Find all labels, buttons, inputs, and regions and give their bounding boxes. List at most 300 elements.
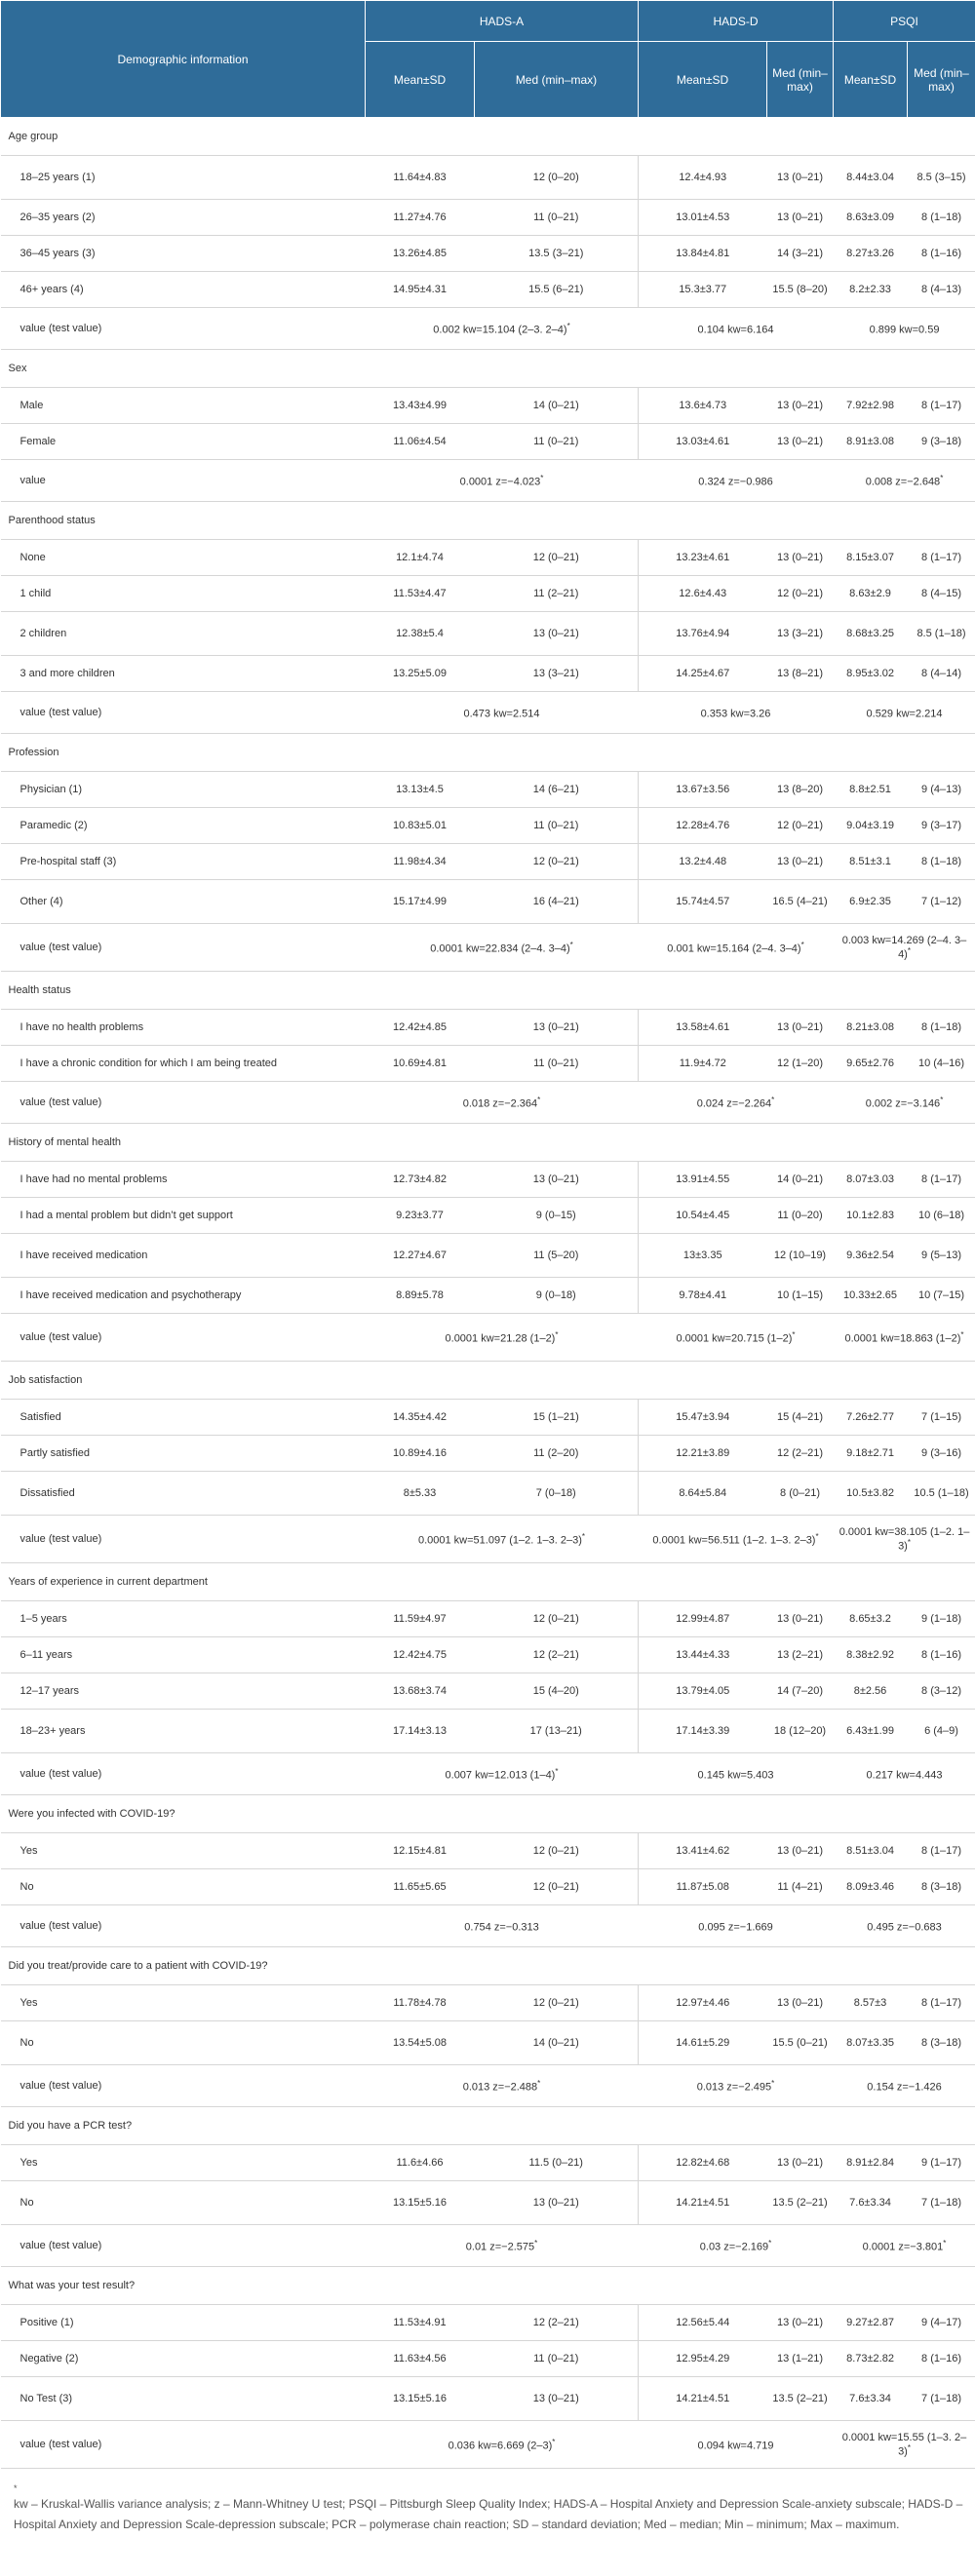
value-cell: 10.83±5.01 xyxy=(366,808,475,844)
p-value-cell xyxy=(639,460,834,502)
footnote-text: kw – Kruskal-Wallis variance analysis; z – Mann-Whitney U test; PSQI – Pittsburgh Sleep Quality Index; HADS-A – Hospital Anxiety and Depression Scale-anxiety subscale; HADS-D – Hospital Anxiety and Depression Scale-depression subscale; PCR – polymerase chain reaction; SD – standard deviation; Med – median; Min – minimum; Max – maximum. xyxy=(14,2497,963,2531)
significance-marker: * xyxy=(771,2078,775,2088)
subheader-cell: Med (min–max) xyxy=(475,42,639,118)
p-value-text: 0.018 z=−2.364 xyxy=(462,1097,538,1110)
value-cell: 7 (1–15) xyxy=(908,1400,975,1436)
row-label: Other (4) xyxy=(1,880,366,924)
subheader-cell: Med (min–max) xyxy=(908,42,975,118)
significance-marker: * xyxy=(540,473,544,482)
p-value-cell xyxy=(834,2421,975,2469)
significance-marker: * xyxy=(943,2238,947,2248)
p-value-label: value (test value) xyxy=(1,1082,366,1124)
row-label: 3 and more children xyxy=(1,656,366,692)
value-cell: 7 (1–12) xyxy=(908,880,975,924)
value-cell: 11 (0–21) xyxy=(475,424,639,460)
table-body xyxy=(1,118,975,2469)
section-header-row xyxy=(1,1563,975,1601)
value-cell: 11.53±4.91 xyxy=(366,2305,475,2341)
row-label: 18–25 years (1) xyxy=(1,156,366,200)
section-title: Health status xyxy=(1,972,975,1010)
section-header-row xyxy=(1,2267,975,2305)
value-cell: 13.84±4.81 xyxy=(639,236,767,272)
p-value-row xyxy=(1,692,975,734)
value-cell: 11.6±4.66 xyxy=(366,2145,475,2181)
p-value-cell xyxy=(834,1753,975,1795)
value-cell: 12 (0–21) xyxy=(475,1601,639,1637)
value-cell: 13.25±5.09 xyxy=(366,656,475,692)
value-cell: 13 (8–20) xyxy=(767,772,834,808)
value-cell: 12 (10–19) xyxy=(767,1234,834,1278)
row-label: 1–5 years xyxy=(1,1601,366,1637)
value-cell: 8.65±3.2 xyxy=(834,1601,908,1637)
table-row xyxy=(1,2021,975,2065)
p-value-cell xyxy=(366,460,639,502)
value-cell: 16 (4–21) xyxy=(475,880,639,924)
p-value-cell xyxy=(639,1753,834,1795)
value-cell: 11.5 (0–21) xyxy=(475,2145,639,2181)
value-cell: 8.5 (3–15) xyxy=(908,156,975,200)
value-cell: 8.68±3.25 xyxy=(834,612,908,656)
p-value-row xyxy=(1,460,975,502)
value-cell: 8.64±5.84 xyxy=(639,1472,767,1516)
value-cell: 11 (0–20) xyxy=(767,1198,834,1234)
significance-marker: * xyxy=(940,473,944,482)
value-cell: 12 (2–21) xyxy=(475,2305,639,2341)
p-value-label: value (test value) xyxy=(1,2225,366,2267)
table-row xyxy=(1,1710,975,1753)
p-value-text: 0.002 kw=15.104 (2–3. 2–4) xyxy=(433,324,567,336)
value-cell: 8.63±3.09 xyxy=(834,200,908,236)
value-cell: 12.21±3.89 xyxy=(639,1436,767,1472)
table-row xyxy=(1,1234,975,1278)
value-cell: 8 (4–13) xyxy=(908,272,975,308)
value-cell: 8.73±2.82 xyxy=(834,2341,908,2377)
value-cell: 15.47±3.94 xyxy=(639,1400,767,1436)
significance-marker: * xyxy=(555,1766,559,1776)
demographic-header: Demographic information xyxy=(1,1,366,118)
p-value-cell xyxy=(366,1314,639,1362)
value-cell: 8.51±3.04 xyxy=(834,1833,908,1869)
p-value-cell xyxy=(639,2225,834,2267)
row-label: I have no health problems xyxy=(1,1010,366,1046)
value-cell: 13.5 (2–21) xyxy=(767,2377,834,2421)
value-cell: 13 (0–21) xyxy=(475,2377,639,2421)
section-header-row xyxy=(1,1124,975,1162)
value-cell: 12.6±4.43 xyxy=(639,576,767,612)
value-cell: 7 (1–18) xyxy=(908,2181,975,2225)
value-cell: 12.82±4.68 xyxy=(639,2145,767,2181)
significance-marker: * xyxy=(771,1095,775,1104)
value-cell: 10.5±3.82 xyxy=(834,1472,908,1516)
significance-marker: * xyxy=(792,1329,796,1339)
section-header-row xyxy=(1,734,975,772)
value-cell: 10 (6–18) xyxy=(908,1198,975,1234)
p-value-row xyxy=(1,308,975,350)
row-label: No xyxy=(1,2021,366,2065)
row-label: Pre-hospital staff (3) xyxy=(1,844,366,880)
p-value-text: 0.0001 z=−4.023 xyxy=(459,476,541,488)
row-label: Female xyxy=(1,424,366,460)
p-value-text: 0.013 z=−2.495 xyxy=(696,2081,772,2094)
p-value-cell xyxy=(639,1082,834,1124)
p-value-text: 0.899 kw=0.59 xyxy=(869,324,940,336)
p-value-cell xyxy=(834,308,975,350)
p-value-text: 0.0001 kw=21.28 (1–2) xyxy=(445,1332,556,1345)
value-cell: 14.21±4.51 xyxy=(639,2181,767,2225)
section-title: Age group xyxy=(1,118,975,156)
p-value-cell xyxy=(366,308,639,350)
value-cell: 8 (1–17) xyxy=(908,388,975,424)
p-value-text: 0.353 kw=3.26 xyxy=(700,708,771,720)
value-cell: 13 (0–21) xyxy=(767,424,834,460)
value-cell: 9.18±2.71 xyxy=(834,1436,908,1472)
value-cell: 13.01±4.53 xyxy=(639,200,767,236)
value-cell: 13±3.35 xyxy=(639,1234,767,1278)
p-value-row xyxy=(1,2225,975,2267)
table-row xyxy=(1,1010,975,1046)
value-cell: 11 (0–21) xyxy=(475,1046,639,1082)
value-cell: 14.61±5.29 xyxy=(639,2021,767,2065)
section-title: Profession xyxy=(1,734,975,772)
p-value-cell xyxy=(834,1905,975,1947)
row-label: Yes xyxy=(1,1833,366,1869)
value-cell: 9.78±4.41 xyxy=(639,1278,767,1314)
section-title: Were you infected with COVID-19? xyxy=(1,1795,975,1833)
value-cell: 13.26±4.85 xyxy=(366,236,475,272)
value-cell: 13 (3–21) xyxy=(767,612,834,656)
p-value-row xyxy=(1,1905,975,1947)
value-cell: 8 (1–16) xyxy=(908,1637,975,1673)
value-cell: 13 (0–21) xyxy=(767,1985,834,2021)
value-cell: 16.5 (4–21) xyxy=(767,880,834,924)
value-cell: 11.78±4.78 xyxy=(366,1985,475,2021)
p-value-label: value (test value) xyxy=(1,1905,366,1947)
value-cell: 14.25±4.67 xyxy=(639,656,767,692)
value-cell: 12.42±4.75 xyxy=(366,1637,475,1673)
value-cell: 9 (3–18) xyxy=(908,424,975,460)
value-cell: 12 (0–20) xyxy=(475,156,639,200)
p-value-cell xyxy=(639,924,834,972)
p-value-text: 0.008 z=−2.648 xyxy=(865,476,941,488)
p-value-row xyxy=(1,1314,975,1362)
value-cell: 13.67±3.56 xyxy=(639,772,767,808)
row-label: I have a chronic condition for which I am being treated xyxy=(1,1046,366,1082)
section-title: Did you have a PCR test? xyxy=(1,2107,975,2145)
row-label: 46+ years (4) xyxy=(1,272,366,308)
significance-marker: * xyxy=(537,1095,541,1104)
value-cell: 13 (0–21) xyxy=(475,612,639,656)
row-label: Negative (2) xyxy=(1,2341,366,2377)
value-cell: 13 (0–21) xyxy=(767,200,834,236)
value-cell: 13 (2–21) xyxy=(767,1637,834,1673)
section-header-row xyxy=(1,2107,975,2145)
table-row xyxy=(1,1869,975,1905)
p-value-cell xyxy=(366,1516,639,1563)
value-cell: 14 (0–21) xyxy=(767,1162,834,1198)
value-cell: 12.99±4.87 xyxy=(639,1601,767,1637)
value-cell: 8.89±5.78 xyxy=(366,1278,475,1314)
value-cell: 9.65±2.76 xyxy=(834,1046,908,1082)
p-value-cell xyxy=(639,2065,834,2107)
table-row xyxy=(1,1833,975,1869)
table-row xyxy=(1,772,975,808)
value-cell: 17.14±3.39 xyxy=(639,1710,767,1753)
p-value-cell xyxy=(639,308,834,350)
p-value-row xyxy=(1,924,975,972)
value-cell: 8.27±3.26 xyxy=(834,236,908,272)
p-value-row xyxy=(1,1516,975,1563)
row-label: 12–17 years xyxy=(1,1673,366,1710)
value-cell: 12 (2–21) xyxy=(475,1637,639,1673)
table-row xyxy=(1,656,975,692)
p-value-cell xyxy=(639,1516,834,1563)
p-value-cell xyxy=(834,924,975,972)
table-row xyxy=(1,2305,975,2341)
value-cell: 13.15±5.16 xyxy=(366,2377,475,2421)
table-row xyxy=(1,156,975,200)
value-cell: 13.79±4.05 xyxy=(639,1673,767,1710)
significance-marker: * xyxy=(907,945,911,955)
p-value-text: 0.473 kw=2.514 xyxy=(463,708,540,720)
row-label: No Test (3) xyxy=(1,2377,366,2421)
significance-marker: * xyxy=(940,1095,944,1104)
p-value-row xyxy=(1,1753,975,1795)
p-value-cell xyxy=(639,692,834,734)
value-cell: 11 (2–20) xyxy=(475,1436,639,1472)
value-cell: 11.27±4.76 xyxy=(366,200,475,236)
psqi-header: PSQI xyxy=(834,1,975,42)
value-cell: 11.59±4.97 xyxy=(366,1601,475,1637)
value-cell: 6.43±1.99 xyxy=(834,1710,908,1753)
p-value-text: 0.0001 kw=38.105 (1–2. 1–3) xyxy=(838,1525,970,1553)
section-header-row xyxy=(1,502,975,540)
value-cell: 10 (7–15) xyxy=(908,1278,975,1314)
value-cell: 8 (1–18) xyxy=(908,200,975,236)
p-value-text: 0.001 kw=15.164 (2–4. 3–4) xyxy=(667,942,801,955)
value-cell: 8.07±3.35 xyxy=(834,2021,908,2065)
p-value-cell xyxy=(834,460,975,502)
value-cell: 13 (0–21) xyxy=(475,1010,639,1046)
section-title: Job satisfaction xyxy=(1,1362,975,1400)
p-value-cell xyxy=(366,924,639,972)
p-value-text: 0.094 kw=4.719 xyxy=(697,2440,774,2452)
value-cell: 7 (1–18) xyxy=(908,2377,975,2421)
section-title: Sex xyxy=(1,350,975,388)
table-row xyxy=(1,1162,975,1198)
value-cell: 13 (0–21) xyxy=(767,388,834,424)
significance-marker: * xyxy=(537,2078,541,2088)
table-row xyxy=(1,880,975,924)
p-value-cell xyxy=(834,692,975,734)
value-cell: 15.5 (6–21) xyxy=(475,272,639,308)
value-cell: 8.38±2.92 xyxy=(834,1637,908,1673)
value-cell: 11.63±4.56 xyxy=(366,2341,475,2377)
significance-marker: * xyxy=(566,321,570,330)
value-cell: 9 (0–18) xyxy=(475,1278,639,1314)
row-label: 26–35 years (2) xyxy=(1,200,366,236)
p-value-label: value (test value) xyxy=(1,2065,366,2107)
significance-marker: * xyxy=(768,2238,772,2248)
value-cell: 8 (1–17) xyxy=(908,1162,975,1198)
p-value-text: 0.754 z=−0.313 xyxy=(464,1921,539,1934)
value-cell: 10.69±4.81 xyxy=(366,1046,475,1082)
value-cell: 8 (1–17) xyxy=(908,540,975,576)
value-cell: 14.95±4.31 xyxy=(366,272,475,308)
value-cell: 8.15±3.07 xyxy=(834,540,908,576)
footnote-star: * xyxy=(14,2483,18,2493)
subheader-cell: Mean±SD xyxy=(366,42,475,118)
value-cell: 13 (0–21) xyxy=(475,1162,639,1198)
table-row xyxy=(1,1673,975,1710)
significance-marker: * xyxy=(555,1329,559,1339)
p-value-text: 0.013 z=−2.488 xyxy=(462,2081,538,2094)
value-cell: 8.57±3 xyxy=(834,1985,908,2021)
value-cell: 12.28±4.76 xyxy=(639,808,767,844)
table-row xyxy=(1,1436,975,1472)
value-cell: 10.5 (1–18) xyxy=(908,1472,975,1516)
value-cell: 9 (3–17) xyxy=(908,808,975,844)
p-value-text: 0.324 z=−0.986 xyxy=(698,476,773,488)
value-cell: 15.74±4.57 xyxy=(639,880,767,924)
p-value-label: value (test value) xyxy=(1,692,366,734)
value-cell: 9 (1–18) xyxy=(908,1601,975,1637)
value-cell: 12 (0–21) xyxy=(767,576,834,612)
p-value-label: value (test value) xyxy=(1,1314,366,1362)
value-cell: 8±2.56 xyxy=(834,1673,908,1710)
value-cell: 8.91±3.08 xyxy=(834,424,908,460)
value-cell: 7.92±2.98 xyxy=(834,388,908,424)
row-label: I had a mental problem but didn’t get support xyxy=(1,1198,366,1234)
value-cell: 13.5 (3–21) xyxy=(475,236,639,272)
value-cell: 14 (6–21) xyxy=(475,772,639,808)
section-header-row xyxy=(1,1362,975,1400)
value-cell: 12 (0–21) xyxy=(475,1833,639,1869)
significance-marker: * xyxy=(907,2442,911,2452)
value-cell: 9.23±3.77 xyxy=(366,1198,475,1234)
value-cell: 13 (0–21) xyxy=(767,844,834,880)
value-cell: 13 (0–21) xyxy=(767,156,834,200)
value-cell: 8.8±2.51 xyxy=(834,772,908,808)
value-cell: 11.06±4.54 xyxy=(366,424,475,460)
p-value-text: 0.0001 kw=18.863 (1–2) xyxy=(844,1332,961,1345)
p-value-label: value (test value) xyxy=(1,1516,366,1563)
row-label: Yes xyxy=(1,2145,366,2181)
p-value-cell xyxy=(834,2225,975,2267)
p-value-row xyxy=(1,1082,975,1124)
p-value-text: 0.003 kw=14.269 (2–4. 3–4) xyxy=(841,934,967,961)
value-cell: 13.23±4.61 xyxy=(639,540,767,576)
p-value-cell xyxy=(366,2421,639,2469)
p-value-label: value (test value) xyxy=(1,308,366,350)
section-header-row xyxy=(1,1947,975,1985)
value-cell: 13.54±5.08 xyxy=(366,2021,475,2065)
significance-marker: * xyxy=(800,940,804,949)
row-label: Male xyxy=(1,388,366,424)
p-value-text: 0.217 kw=4.443 xyxy=(866,1769,943,1782)
row-label: Dissatisfied xyxy=(1,1472,366,1516)
table-row xyxy=(1,1278,975,1314)
value-cell: 13.15±5.16 xyxy=(366,2181,475,2225)
value-cell: 7.26±2.77 xyxy=(834,1400,908,1436)
section-header-row xyxy=(1,1795,975,1833)
value-cell: 12 (0–21) xyxy=(475,1869,639,1905)
value-cell: 8.5 (1–18) xyxy=(908,612,975,656)
row-label: Partly satisfied xyxy=(1,1436,366,1472)
p-value-cell xyxy=(366,2065,639,2107)
table-row xyxy=(1,612,975,656)
value-cell: 12.42±4.85 xyxy=(366,1010,475,1046)
significance-marker: * xyxy=(534,2238,538,2248)
table-row xyxy=(1,1400,975,1436)
significance-marker: * xyxy=(960,1329,964,1339)
row-label: 36–45 years (3) xyxy=(1,236,366,272)
value-cell: 8 (3–18) xyxy=(908,2021,975,2065)
table-row xyxy=(1,1637,975,1673)
table-row xyxy=(1,808,975,844)
value-cell: 10 (1–15) xyxy=(767,1278,834,1314)
value-cell: 15 (4–20) xyxy=(475,1673,639,1710)
row-label: 18–23+ years xyxy=(1,1710,366,1753)
value-cell: 11 (0–21) xyxy=(475,2341,639,2377)
value-cell: 11.64±4.83 xyxy=(366,156,475,200)
value-cell: 12 (1–20) xyxy=(767,1046,834,1082)
p-value-label: value (test value) xyxy=(1,924,366,972)
value-cell: 8 (1–17) xyxy=(908,1985,975,2021)
value-cell: 8 (4–14) xyxy=(908,656,975,692)
table-row xyxy=(1,576,975,612)
row-label: None xyxy=(1,540,366,576)
p-value-text: 0.154 z=−1.426 xyxy=(867,2081,942,2094)
subheader-cell: Mean±SD xyxy=(639,42,767,118)
value-cell: 17.14±3.13 xyxy=(366,1710,475,1753)
row-label: No xyxy=(1,1869,366,1905)
value-cell: 13 (0–21) xyxy=(767,1010,834,1046)
value-cell: 9.04±3.19 xyxy=(834,808,908,844)
value-cell: 14 (7–20) xyxy=(767,1673,834,1710)
p-value-text: 0.0001 kw=51.097 (1–2. 1–3. 2–3) xyxy=(417,1534,582,1547)
value-cell: 8.91±2.84 xyxy=(834,2145,908,2181)
value-cell: 13.44±4.33 xyxy=(639,1637,767,1673)
value-cell: 14.35±4.42 xyxy=(366,1400,475,1436)
row-label: 1 child xyxy=(1,576,366,612)
value-cell: 15.3±3.77 xyxy=(639,272,767,308)
p-value-row xyxy=(1,2065,975,2107)
value-cell: 13.6±4.73 xyxy=(639,388,767,424)
value-cell: 9.27±2.87 xyxy=(834,2305,908,2341)
value-cell: 8.2±2.33 xyxy=(834,272,908,308)
p-value-cell xyxy=(639,1905,834,1947)
section-header-row xyxy=(1,972,975,1010)
value-cell: 8.21±3.08 xyxy=(834,1010,908,1046)
value-cell: 15 (1–21) xyxy=(475,1400,639,1436)
value-cell: 12.73±4.82 xyxy=(366,1162,475,1198)
table-row xyxy=(1,540,975,576)
row-label: Paramedic (2) xyxy=(1,808,366,844)
table-row xyxy=(1,1472,975,1516)
row-label: Satisfied xyxy=(1,1400,366,1436)
section-title: What was your test result? xyxy=(1,2267,975,2305)
p-value-cell xyxy=(639,1314,834,1362)
value-cell: 8.63±2.9 xyxy=(834,576,908,612)
row-label: Physician (1) xyxy=(1,772,366,808)
row-label: 2 children xyxy=(1,612,366,656)
value-cell: 12.4±4.93 xyxy=(639,156,767,200)
table-row xyxy=(1,2181,975,2225)
value-cell: 8.51±3.1 xyxy=(834,844,908,880)
p-value-text: 0.0001 kw=22.834 (2–4. 3–4) xyxy=(430,942,570,955)
row-label: Yes xyxy=(1,1985,366,2021)
value-cell: 14.21±4.51 xyxy=(639,2377,767,2421)
